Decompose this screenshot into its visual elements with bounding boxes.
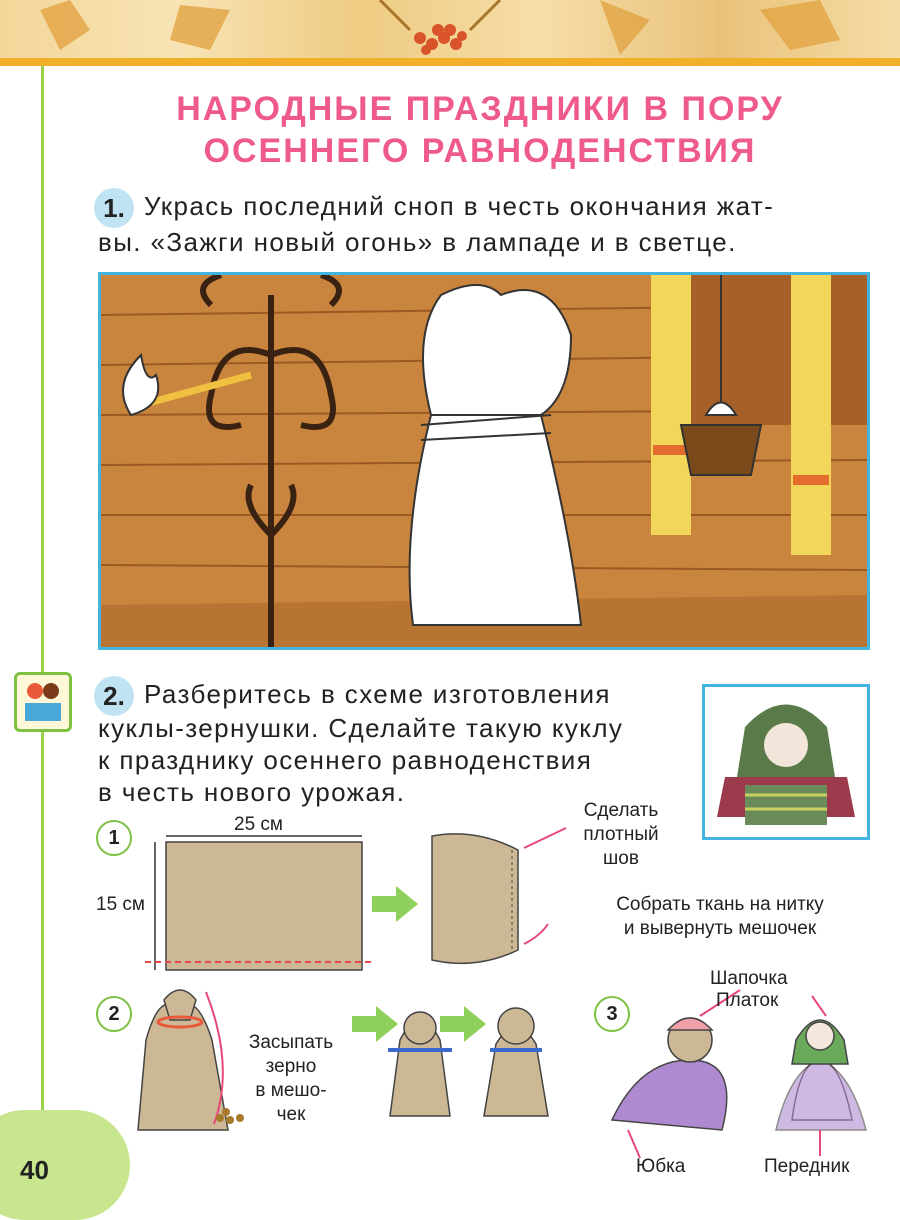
height-label: 15 см [96,894,145,915]
seam-label-1: Сделать [583,800,659,821]
seam-label-3: шов [603,848,639,869]
page-title-line-2: ОСЕННЕГО РАВНОДЕНСТВИЯ [203,132,757,170]
task-2-number: 2. [94,676,134,716]
fabric-rectangle [166,842,362,970]
task-1-number: 1. [94,188,134,228]
page-title-line-1: НАРОДНЫЕ ПРАЗДНИКИ В ПОРУ [176,90,784,128]
cap [668,1018,712,1030]
arrow-right-icon [352,1006,398,1042]
task-2-text-line-3: к празднику осеннего равноденствия [98,745,593,775]
arrow-right-icon [440,1006,486,1042]
fill-label-2: зерно [265,1056,317,1077]
task-1-text-line-1: Укрась последний сноп в честь окончания жат- [144,191,775,221]
task-2-text-line-2: куклы-зернушки. Сделайте такую куклу [98,713,624,743]
task-2-text-line-4: в честь нового урожая. [98,777,406,807]
cap-label: Шапочка [710,968,788,989]
step-2-badge: 2 [96,996,132,1032]
step-3-badge: 3 [594,996,630,1032]
fill-label-4: чек [276,1104,306,1125]
skirt [612,1060,727,1130]
task-2-text-line-1: Разберитесь в схеме изготовления [144,679,611,709]
step-1-badge: 1 [96,820,132,856]
scarf-label: Платок [716,990,779,1011]
page-number: 40 [20,1155,49,1185]
skirt-label: Юбка [636,1156,686,1177]
task-1-text-line-2: вы. «Зажги новый огонь» в лампаде и в светце. [98,227,737,257]
gather-label-1: Собрать ткань на нитку [616,894,824,915]
fill-label-1: Засыпать [248,1032,334,1053]
apron-label: Передник [764,1156,850,1177]
seam-pointer [524,828,566,848]
seam-label-2: плотный [583,824,659,845]
gather-label-2: и вывернуть мешочек [623,918,817,939]
arrow-right-icon [372,886,418,922]
grain-sack [138,1004,228,1130]
fill-label-3: в мешо- [255,1080,327,1101]
width-label: 25 см [234,814,283,835]
gather-pointer [524,924,548,944]
fabric-tube [432,834,518,963]
